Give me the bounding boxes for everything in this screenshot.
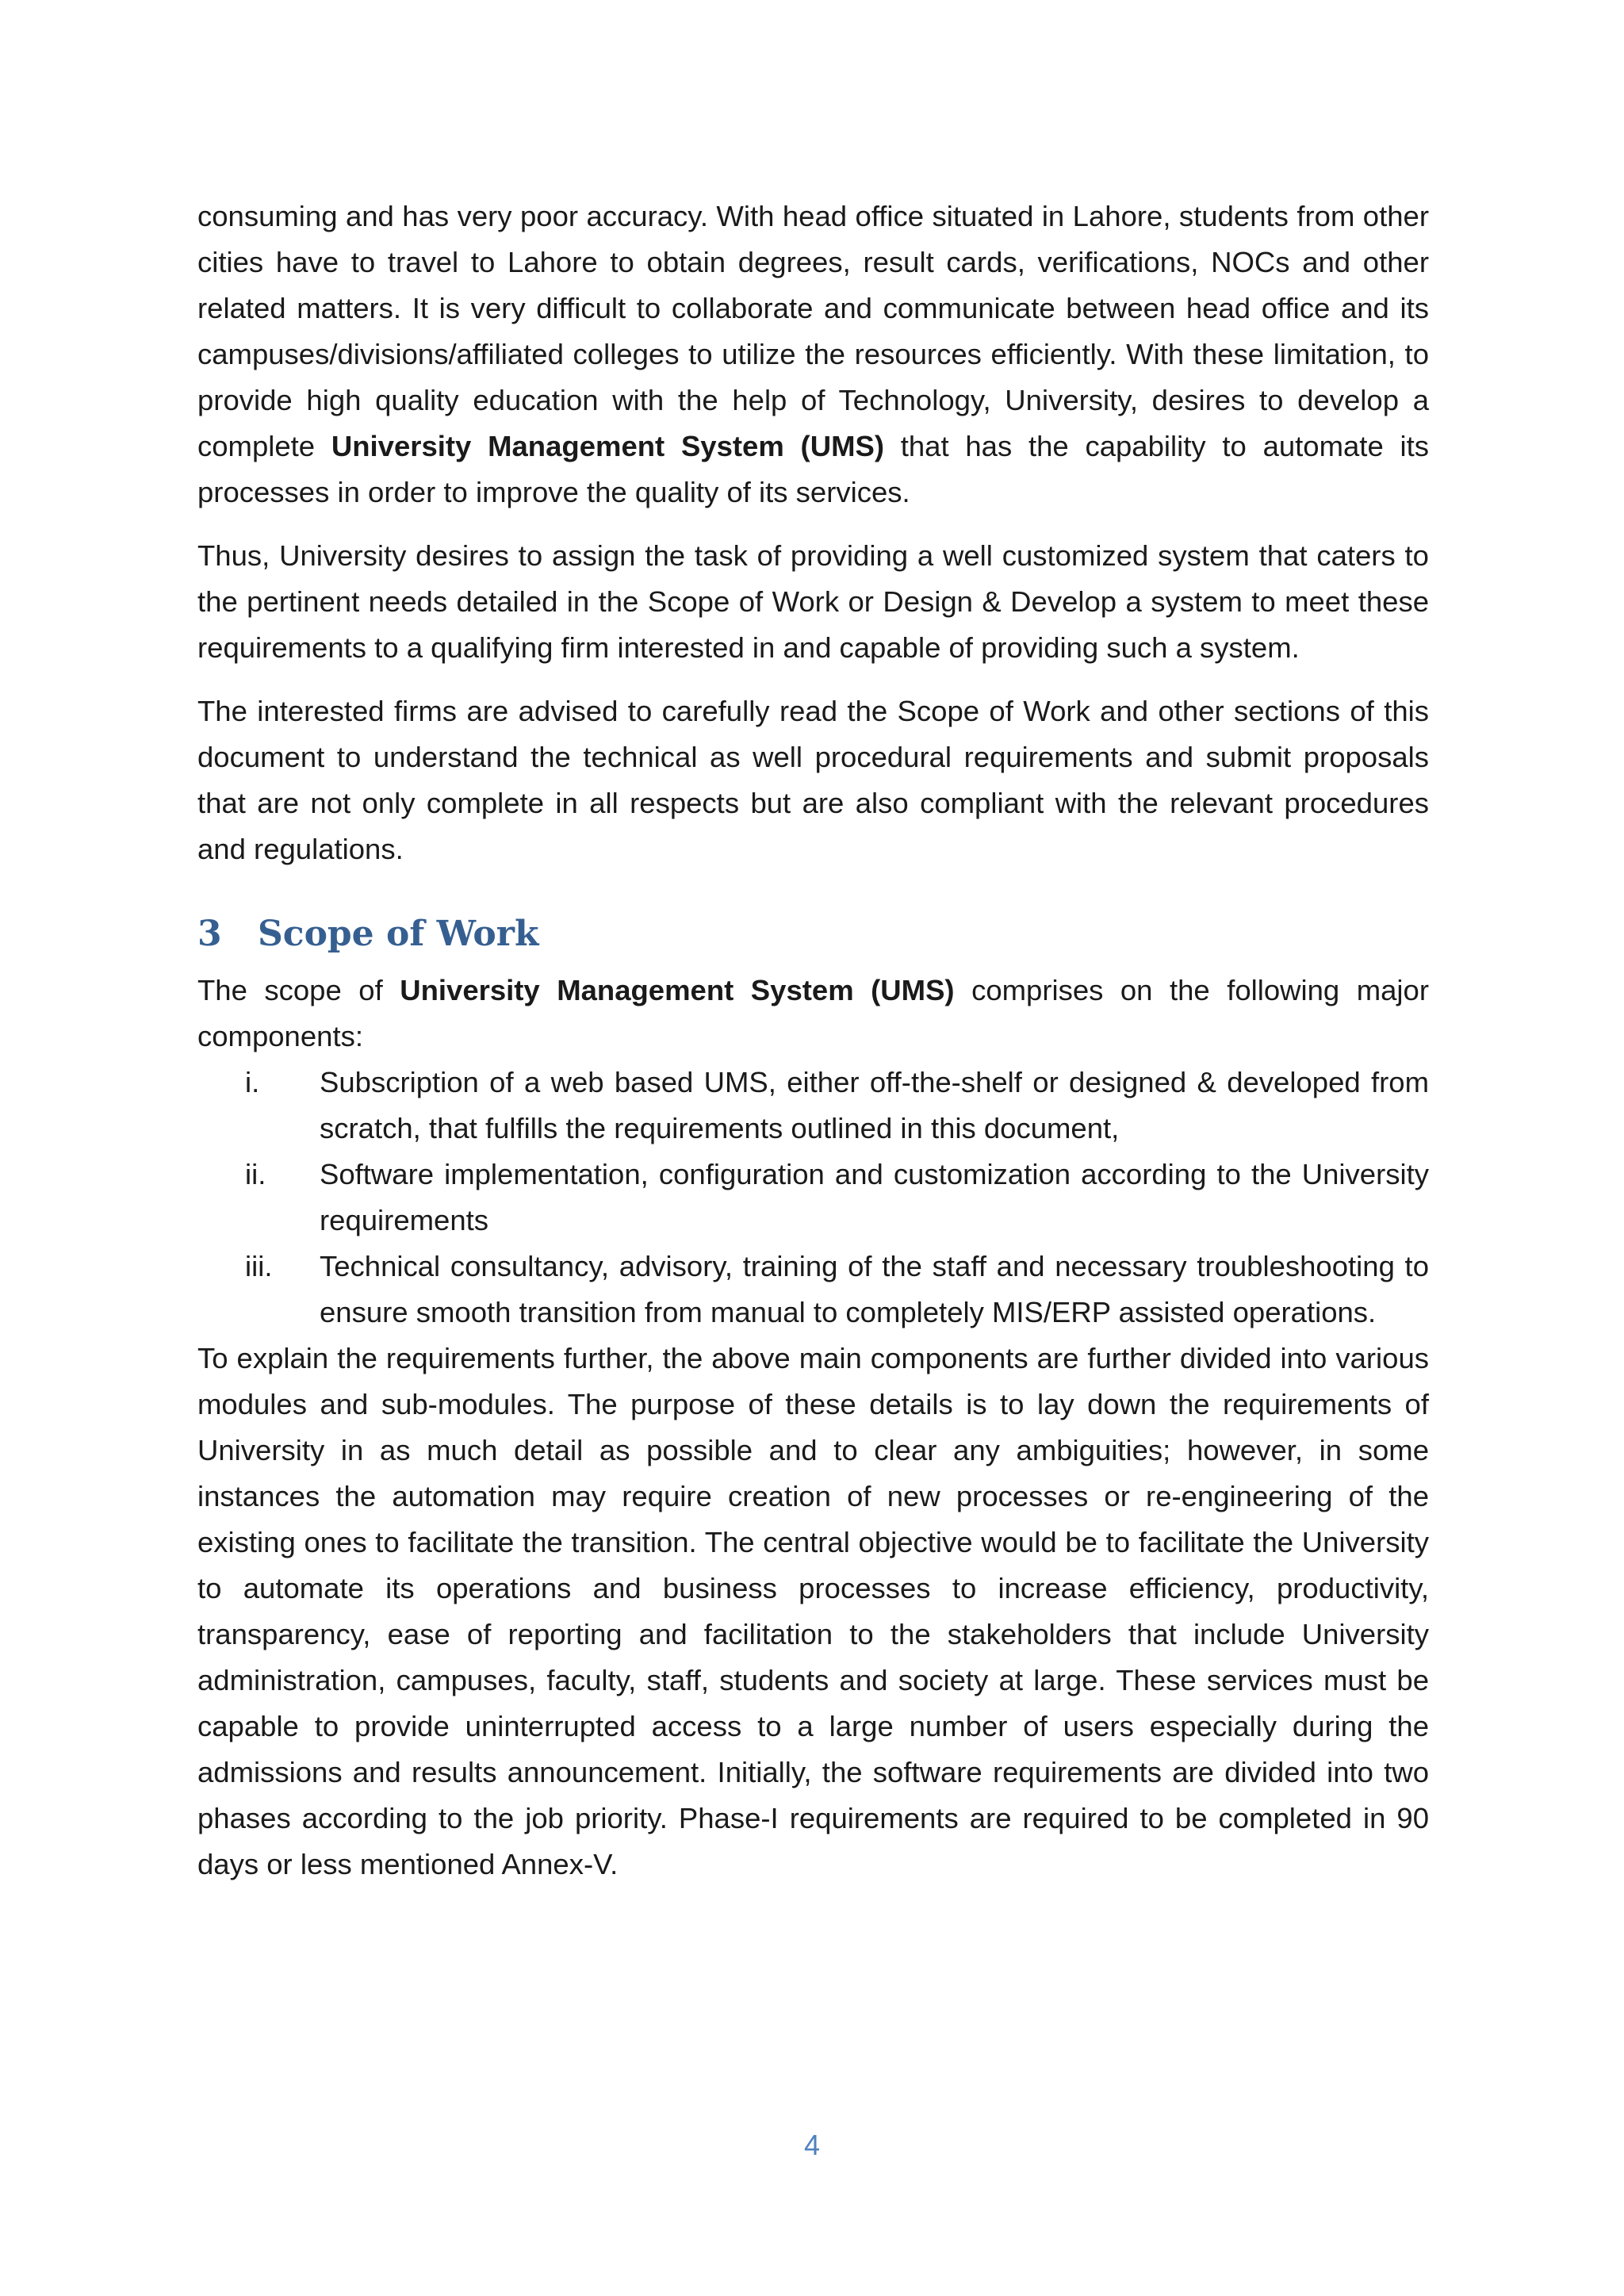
list-marker: ii. [245,1158,266,1190]
list-item-text: Subscription of a web based UMS, either off-the-shelf or designed & developed from scratch, that fulfills the requirements outlined in this document, [320,1066,1429,1144]
paragraph-assignment: Thus, University desires to assign the task of providing a well customized system that caters to the pertinent needs detailed in the Scope of Work or Design & Develop a system to meet these requirements to a qualifying firm interested in and capable of providing such a system. [197,539,1429,664]
list-item [197,1152,1429,1244]
list-item [197,1060,1429,1152]
section-title: Scope of Work [258,914,539,954]
section-number: 3 [197,914,222,954]
bold-term-ums: University Management System (UMS) [331,430,884,462]
list-marker: iii. [245,1250,273,1282]
list-item-text: Technical consultancy, advisory, training of the staff and necessary troubleshooting to ensure smooth transition from manual to completely MIS/ERP assisted operations. [320,1250,1429,1328]
paragraph-text-end: that has the capability to automate its processes in order to improve the quality of its services. [197,430,1429,508]
paragraph-closing: To explain the requirements further, the above main components are further divided into various modules and sub-modules. The purpose of these details is to lay down the requirements of University in as much detail as possible and to clear any ambiguities; however, in some instances the automation may require creation of new processes or re-engineering of the existing ones to facilitate the transition. The central objective would be to facilitate the University to automate its operations and business processes to increase efficiency, productivity, transparency, ease of reporting and facilitation to the stakeholders that include University administration, campuses, faculty, staff, students and society at large. These services must be capable to provide uninterrupted access to a large number of users especially during the admissions and results announcement. Initially, the software requirements are divided into two phases according to the job priority. Phase-I requirements are required to be completed in 90 days or less mentioned Annex-V. [197,1342,1429,1880]
bold-term-ums: University Management System (UMS) [400,974,955,1006]
page-body [197,194,1429,1888]
paragraph-text: consuming and has very poor accuracy. With head office situated in Lahore, students from other cities have to travel to Lahore to obtain degrees, result cards, verifications, NOCs and other related matters. It is very difficult to collaborate and communicate between head office and its campuses/divisions/affiliated colleges to utilize the resources efficiently. With these limitation, to provide high quality education with the help of Technology, University, desires to develop a complete [197,200,1429,462]
intro-text-end: comprises on the following major components: [197,974,1429,1052]
list-item [197,1244,1429,1336]
components-list [197,1060,1429,1336]
list-marker: i. [245,1066,260,1098]
paragraph-advice: The interested firms are advised to carefully read the Scope of Work and other sections of this document to understand the technical as well procedural requirements and submit proposals that are not only complete in all respects but are also compliant with the relevant procedures and regulations. [197,695,1429,865]
page-number: 4 [803,2129,821,2161]
intro-text: The scope of [197,974,400,1006]
section-heading [197,909,1429,960]
paragraph-background [197,194,1429,516]
section-intro [197,968,1429,1060]
list-item-text: Software implementation, configuration and customization according to the University requirements [320,1158,1429,1236]
